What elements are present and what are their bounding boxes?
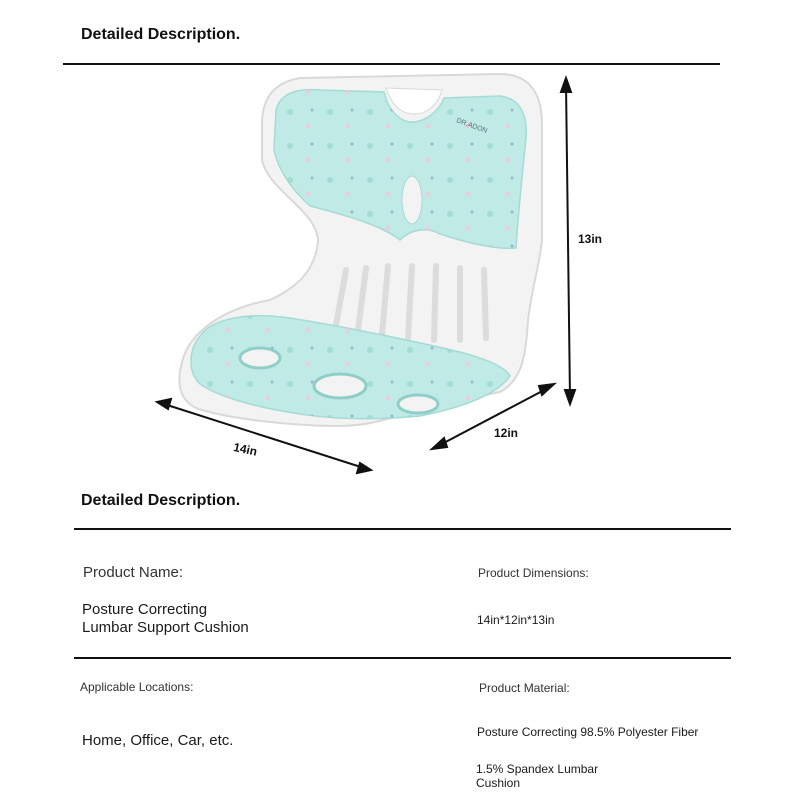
product-material-line-3: Cushion (476, 776, 521, 790)
product-name-line-2: Lumbar Support Cushion (82, 619, 249, 636)
brand-mark: DR.ADON (455, 117, 489, 135)
dimension-height-label: 13in (578, 232, 603, 246)
product-dimensions-label: Product Dimensions: (478, 566, 589, 580)
dimension-width-label: 14in (232, 440, 259, 459)
divider-bottom (74, 657, 731, 659)
applicable-locations-label: Applicable Locations: (80, 680, 194, 694)
divider-middle (74, 528, 731, 530)
product-figure (140, 66, 603, 476)
section-heading-top: Detailed Description. (81, 26, 241, 43)
product-material-value-line-1: Posture Correcting 98.5% Polyester Fiber (477, 725, 699, 739)
product-name-value (82, 601, 249, 637)
product-material-value-cont (476, 762, 598, 790)
product-material-label: Product Material: (479, 681, 570, 695)
section-heading-bottom: Detailed Description. (81, 492, 241, 509)
divider-top (63, 63, 720, 65)
product-name-label: Product Name: (83, 564, 184, 581)
product-name-line-1: Posture Correcting (82, 601, 208, 618)
dimension-depth-label: 12in (494, 426, 519, 440)
applicable-locations-value: Home, Office, Car, etc. (82, 732, 234, 749)
product-material-line-2: 1.5% Spandex Lumbar (476, 762, 599, 776)
product-dimensions-value: 14in*12in*13in (477, 613, 555, 627)
